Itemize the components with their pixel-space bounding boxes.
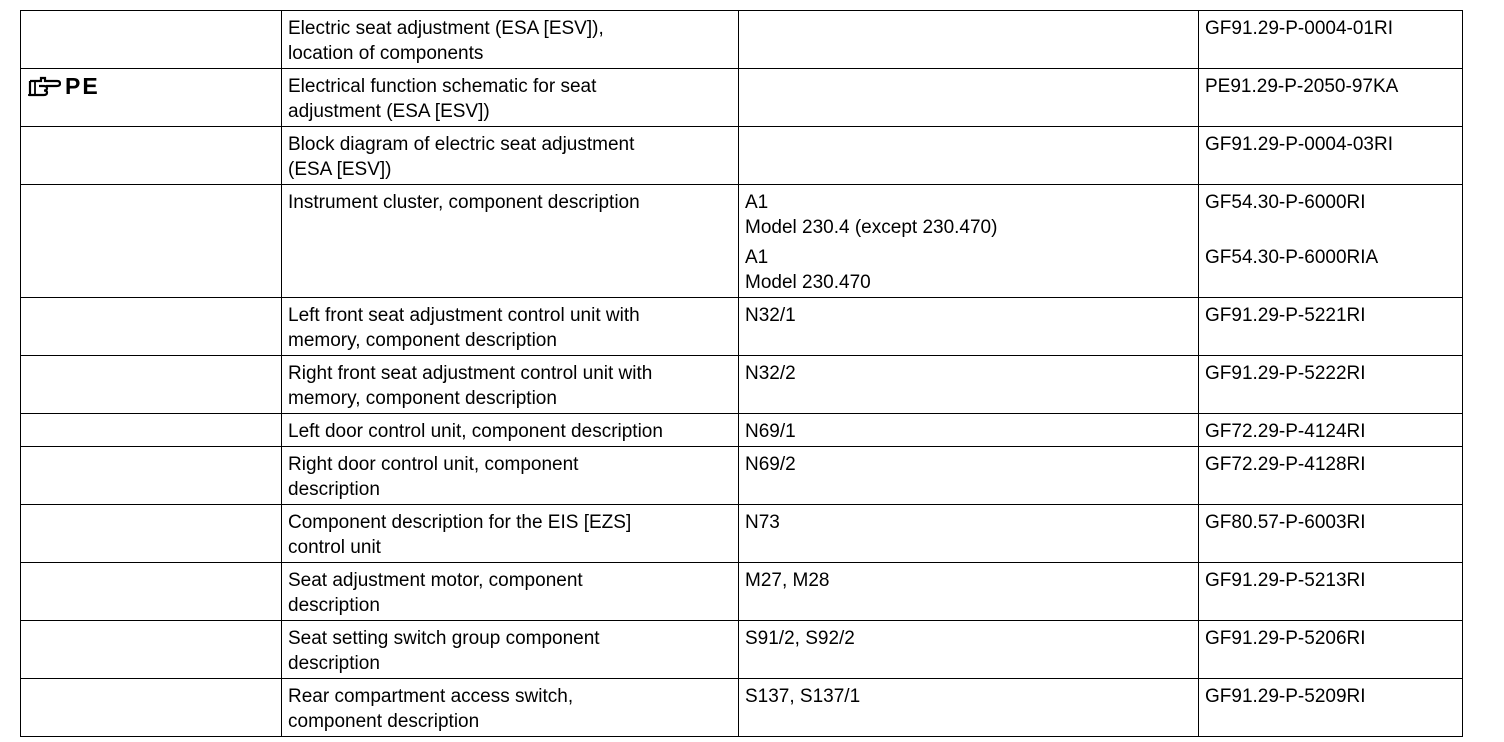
marker-cell (21, 185, 282, 298)
reference-cell (1199, 679, 1463, 737)
marker-cell (21, 11, 282, 69)
component-cell (739, 679, 1199, 737)
reference-cell (1199, 69, 1463, 127)
document-title-line: Left front seat adjustment control unit with (288, 305, 640, 326)
marker-cell (21, 563, 282, 621)
marker-cell (21, 505, 282, 563)
document-title-cell (282, 621, 739, 679)
reference-cell (1199, 414, 1463, 447)
component-cell (739, 356, 1199, 414)
document-title-line: Right door control unit, component (288, 454, 579, 475)
document-reference-link[interactable]: GF72.29-P-4124RI (1205, 421, 1366, 442)
marker-cell (21, 298, 282, 356)
component-code: N32/1 (745, 305, 796, 326)
component-code: N69/2 (745, 454, 796, 475)
model-note: Model 230.470 (745, 272, 871, 293)
document-title-cell (282, 414, 739, 447)
table-row (21, 563, 1463, 621)
document-title-cell (282, 563, 739, 621)
document-reference-link[interactable]: GF91.29-P-5213RI (1205, 570, 1366, 591)
component-cell (739, 185, 1199, 298)
document-reference-link[interactable]: GF91.29-P-5209RI (1205, 686, 1366, 707)
table-row (21, 185, 1463, 298)
reference-cell (1199, 621, 1463, 679)
table-row (21, 11, 1463, 69)
component-code: S137, S137/1 (745, 686, 861, 707)
document-title-line: Right front seat adjustment control unit with (288, 363, 653, 384)
document-title-cell (282, 69, 739, 127)
document-title-cell (282, 447, 739, 505)
document-reference-link[interactable]: GF72.29-P-4128RI (1205, 454, 1366, 475)
marker-cell (21, 127, 282, 185)
reference-cell (1199, 11, 1463, 69)
document-title-line: Block diagram of electric seat adjustment (288, 134, 635, 155)
model-note: Model 230.4 (except 230.470) (745, 217, 998, 238)
table-row (21, 69, 1463, 127)
marker-cell (21, 679, 282, 737)
document-title-line: control unit (288, 537, 381, 558)
component-cell (739, 127, 1199, 185)
component-cell (739, 505, 1199, 563)
marker-cell (21, 621, 282, 679)
component-cell (739, 447, 1199, 505)
document-reference-link[interactable]: GF91.29-P-5222RI (1205, 363, 1366, 384)
table-row (21, 505, 1463, 563)
component-code: A1 (745, 192, 769, 213)
document-title-line: description (288, 479, 380, 500)
document-title-line: memory, component description (288, 330, 557, 351)
document-title-line: component description (288, 711, 480, 732)
document-reference-link[interactable]: GF91.29-P-5221RI (1205, 305, 1366, 326)
reference-cell (1199, 185, 1463, 298)
document-title-line: location of components (288, 43, 484, 64)
document-reference-link[interactable]: GF80.57-P-6003RI (1205, 512, 1366, 533)
document-title-cell (282, 127, 739, 185)
marker-cell (21, 356, 282, 414)
component-code: N69/1 (745, 421, 796, 442)
component-code: N73 (745, 512, 780, 533)
component-cell (739, 11, 1199, 69)
document-reference-link[interactable]: GF91.29-P-0004-03RI (1205, 134, 1393, 155)
component-cell (739, 621, 1199, 679)
component-cell (739, 298, 1199, 356)
pe-marker-label: PE (65, 73, 100, 99)
reference-cell (1199, 563, 1463, 621)
document-title-line: Seat setting switch group component (288, 628, 600, 649)
component-code: A1 (745, 247, 769, 268)
table-row (21, 356, 1463, 414)
document-title-line: Electric seat adjustment (ESA [ESV]), (288, 18, 604, 39)
table-row (21, 414, 1463, 447)
table-row (21, 298, 1463, 356)
document-title-line: Rear compartment access switch, (288, 686, 574, 707)
reference-cell (1199, 127, 1463, 185)
reference-cell (1199, 356, 1463, 414)
component-cell (739, 69, 1199, 127)
document-title-cell (282, 679, 739, 737)
component-cell (739, 414, 1199, 447)
document-title-cell (282, 185, 739, 298)
document-title-cell (282, 298, 739, 356)
document-title-cell (282, 11, 739, 69)
marker-cell (21, 414, 282, 447)
document-title-line: Electrical function schematic for seat (288, 76, 597, 97)
marker-cell (21, 447, 282, 505)
reference-table (20, 10, 1463, 737)
table-row (21, 127, 1463, 185)
table-row (21, 447, 1463, 505)
pointing-hand-icon (27, 75, 61, 99)
document-title-line: description (288, 595, 380, 616)
document-title-line: adjustment (ESA [ESV]) (288, 101, 490, 122)
document-reference-link[interactable]: GF91.29-P-0004-01RI (1205, 18, 1393, 39)
component-code: S91/2, S92/2 (745, 628, 855, 649)
reference-cell (1199, 298, 1463, 356)
reference-cell (1199, 505, 1463, 563)
document-reference-link[interactable]: GF54.30-P-6000RI (1205, 192, 1366, 213)
document-title-line: Instrument cluster, component description (288, 192, 640, 213)
table-row (21, 679, 1463, 737)
document-reference-link[interactable]: PE91.29-P-2050-97KA (1205, 76, 1399, 97)
component-code: M27, M28 (745, 570, 830, 591)
document-reference-link[interactable]: GF91.29-P-5206RI (1205, 628, 1366, 649)
document-title-cell (282, 356, 739, 414)
document-title-cell (282, 505, 739, 563)
document-title-line: description (288, 653, 380, 674)
reference-cell (1199, 447, 1463, 505)
document-title-line: Component description for the EIS [EZS] (288, 512, 632, 533)
document-title-line: memory, component description (288, 388, 557, 409)
component-cell (739, 563, 1199, 621)
document-title-line: Seat adjustment motor, component (288, 570, 583, 591)
document-title-line: (ESA [ESV]) (288, 159, 392, 180)
marker-cell (21, 69, 282, 127)
component-code: N32/2 (745, 363, 796, 384)
document-reference-link[interactable]: GF54.30-P-6000RIA (1205, 247, 1379, 268)
table-row (21, 621, 1463, 679)
document-title-line: Left door control unit, component description (288, 421, 663, 442)
